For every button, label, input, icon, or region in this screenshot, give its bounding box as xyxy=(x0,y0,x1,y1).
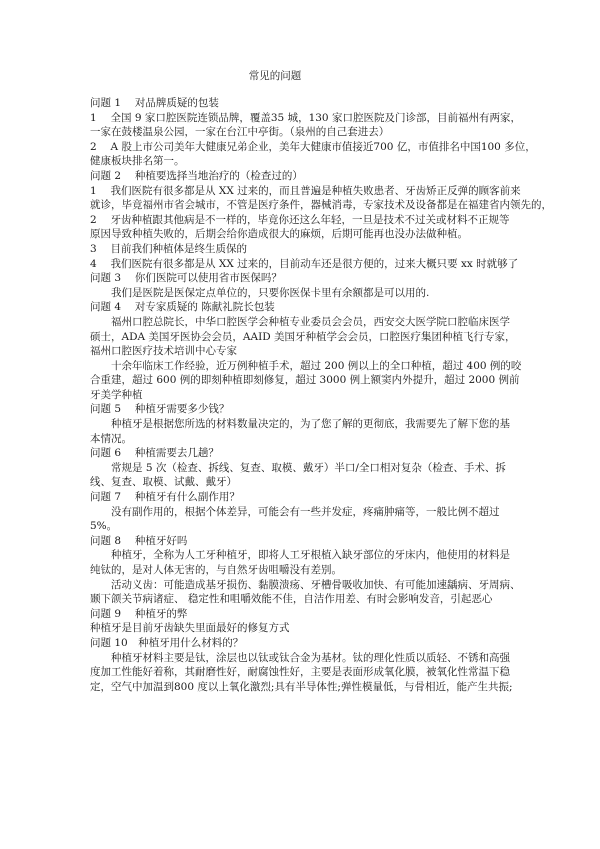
text-line: 4 我们医院有很多都是从 XX 过来的，目前动车还是很方便的，过来大概只要 xx 时就够了 xyxy=(90,257,519,270)
text-line: 线、复查、取模、试戴、戴牙） xyxy=(90,476,237,489)
text-line: 问题 7 种植牙有什么副作用？ xyxy=(90,491,240,504)
text-line: 就诊，毕竟福州市省会城市，不管是医疗条件，器械消毒，专家技术及设备都是在福建省内领先的， xyxy=(90,199,552,212)
text-line: 问题 3 你们医院可以使用省市医保吗？ xyxy=(90,272,282,285)
text-line: 牙美学种植 xyxy=(90,388,143,401)
text-line: 问题 8 种植牙好吗 xyxy=(90,534,188,547)
text-line: 本情况。 xyxy=(90,432,132,445)
text-line: 1 全国 9 家口腔医院连锁品牌，覆盖35 城，130 家口腔医院及门诊部，目前福州有两家， xyxy=(90,111,521,124)
document-body xyxy=(90,96,552,694)
text-line: 1 我们医院有很多都是从 XX 过来的，而且普遍是种植失败患者、牙齿矫正反弹的顾客前来 xyxy=(90,184,521,197)
text-line: 颞下颌关节病诸症、 稳定性和咀嚼效能不佳，自洁作用差、有时会影响发音，引起恶心 xyxy=(90,593,493,606)
text-line: 活动义齿：可能造成基牙损伤、黏膜溃疡、牙槽骨吸收加快、有可能加速龋病、牙周病、 xyxy=(90,578,521,591)
text-line: 硕士，ADA 美国牙医协会会员，AAID 美国牙种植学会会员，口腔医疗集团种植飞行专家， xyxy=(90,330,516,343)
text-line: 种植牙是目前牙齿缺失里面最好的修复方式 xyxy=(90,622,290,635)
text-line: 5%。 xyxy=(90,520,118,533)
text-line: 度加工性能好着称，其耐磨性好，耐腐蚀性好，主要是表面形成氧化膜，被氧化性常温下稳 xyxy=(90,666,510,679)
text-line: 没有副作用的，根据个体差异，可能会有一些并发症，疼痛肿痛等，一般比例不超过 xyxy=(90,505,500,518)
text-line: 问题 10 种植牙用什么材料的？ xyxy=(90,636,244,649)
text-line: 问题 4 对专家质疑的 陈献礼院长包装 xyxy=(90,301,275,314)
text-line: 一家在鼓楼温泉公园，一家在台江中亭街。（泉州的自己套进去） xyxy=(90,126,390,139)
text-line: 纯钛的，是对人体无害的，与自然牙齿咀嚼没有差别。 xyxy=(90,564,342,576)
text-line: 种植牙材料主要是钛，涂层也以钛或钛合金为基材。钛的理化性质以质轻、不锈和高强 xyxy=(90,651,510,664)
text-line: 2 A 股上市公司美年大健康兄弟企业，美年大健康市值接近700 亿，市值排名中国100 多位， xyxy=(90,140,536,153)
text-line: 问题 2 种植要选择当地治疗的（检查过的） xyxy=(90,169,303,182)
text-line: 2 牙齿种植跟其他病是不一样的，毕竟你还这么年轻，一旦是技术不过关或材料不正规等 xyxy=(90,213,510,226)
text-line: 福州口腔医疗技术培训中心专家 xyxy=(90,345,237,358)
text-line: 问题 6 种植需要去几趟？ xyxy=(90,447,219,460)
text-line: 十余年临床工作经验，近万例种植手术，超过 200 例以上的全口种植，超过 400 例的咬 xyxy=(90,359,522,372)
text-line: 问题 5 种植牙需要多少钱？ xyxy=(90,403,230,416)
text-line: 种植牙是根据您所选的材料数量决定的，为了您了解的更彻底，我需要先了解下您的基 xyxy=(90,418,510,431)
text-line: 常规是 5 次（检查、拆线、复查、取模、戴牙）半口/全口相对复杂（检查、手术、拆 xyxy=(90,461,506,474)
text-line: 问题 1 对品牌质疑的包装 xyxy=(90,97,219,109)
text-line: 福州口腔总院长，中华口腔医学会种植专业委员会会员，西安交大医学院口腔临床医学 xyxy=(90,315,510,328)
text-line: 健康板块排名第一。 xyxy=(90,155,185,168)
text-line: 种植牙，全称为人工牙种植牙，即将人工牙根植入缺牙部位的牙床内，他使用的材料是 xyxy=(90,549,510,562)
text-line: 定，空气中加温到800 度以上氧化激烈;具有半导体性;弹性模量低，与骨相近，能产生共振; xyxy=(90,680,513,693)
text-line: 原因导致种植失败的，后期会给你造成很大的麻烦，后期可能再也没办法做种植。 xyxy=(90,228,468,241)
page-title: 常见的问题 xyxy=(248,70,302,82)
text-line: 3 目前我们种植体是终生质保的 xyxy=(90,242,248,255)
text-line: 问题 9 种植牙的弊 xyxy=(90,607,188,620)
text-line: 合重建，超过 600 例的即刻种植即刻修复，超过 3000 例上额窦内外提升，超过 2000 例前 xyxy=(90,374,520,387)
text-line: 我们是医院是医保定点单位的，只要你医保卡里有余额都是可以用的. xyxy=(90,286,430,299)
